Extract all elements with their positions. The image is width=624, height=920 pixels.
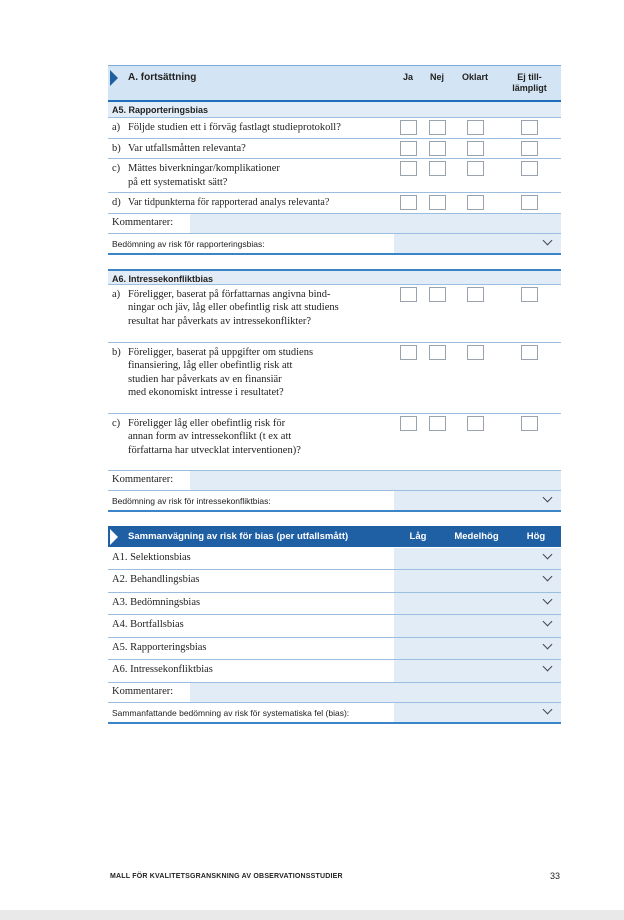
assessment-label: Bedömning av risk för intressekonfliktbias: [108, 491, 394, 510]
question-letter: d) [112, 197, 121, 208]
summary-select-a3[interactable] [394, 593, 561, 615]
summary-select-a2[interactable] [394, 570, 561, 592]
chevron-down-icon [543, 617, 553, 627]
summary-row-label: A3. Bedömningsbias [108, 593, 394, 615]
question-row-a5d [108, 193, 561, 214]
summary-row-a4 [108, 615, 561, 638]
chevron-down-icon [543, 235, 553, 245]
summary-select-a4[interactable] [394, 615, 561, 637]
summary-row-label: A4. Bortfallsbias [108, 615, 394, 637]
comment-row-a5 [108, 214, 561, 234]
section-header-title [108, 66, 394, 100]
checkbox-nej[interactable] [429, 416, 446, 431]
option-header-nej: Nej [429, 72, 444, 82]
comment-label: Kommentarer: [108, 471, 190, 490]
comment-field-a5[interactable] [190, 214, 561, 233]
question-row-a5a [108, 118, 561, 139]
comment-row-summary [108, 683, 561, 703]
question-letter: a) [112, 122, 121, 133]
question-letter: b) [112, 346, 121, 358]
question-text: Var utfallsmåtten relevanta? [128, 142, 246, 154]
summary-row-a3 [108, 593, 561, 616]
question-row-a6c [108, 414, 561, 471]
checkbox-ja[interactable] [400, 141, 417, 156]
checkbox-ja[interactable] [400, 416, 417, 431]
checkbox-ja[interactable] [400, 195, 417, 210]
spacer [108, 512, 561, 526]
triangle-right-icon [110, 529, 118, 545]
checkbox-ej-tillampligt[interactable] [521, 161, 538, 176]
comment-label: Kommentarer: [108, 214, 190, 233]
summary-header-title [108, 526, 394, 547]
option-header-medelhog: Medelhög [454, 530, 499, 542]
assessment-label: Bedömning av risk för rapporteringsbias: [108, 234, 394, 253]
checkbox-ja[interactable] [400, 345, 417, 360]
question-text: Mättes biverkningar/komplikationer på ett systematiskt sätt? [128, 163, 280, 188]
checkbox-oklart[interactable] [467, 141, 484, 156]
summary-row-a5 [108, 638, 561, 661]
assessment-select-a6[interactable] [394, 491, 561, 510]
checkbox-ej-tillampligt[interactable] [521, 287, 538, 302]
checkbox-nej[interactable] [429, 120, 446, 135]
question-text: Var tidpunkterna för rapporterad analys relevanta? [128, 197, 330, 208]
question-row-a5c [108, 159, 561, 193]
checkbox-ej-tillampligt[interactable] [521, 195, 538, 210]
checkbox-ja[interactable] [400, 120, 417, 135]
question-row-a6a [108, 285, 561, 343]
checkbox-oklart[interactable] [467, 416, 484, 431]
assessment-row-a6 [108, 491, 561, 512]
checkbox-ej-tillampligt[interactable] [521, 120, 538, 135]
question-text: Föreligger, baserat på författarnas angivna bind- ningar och jäv, låg eller obefintlig risk att studiens resultat har påverkats av intressekonflikter? [128, 288, 339, 327]
comment-label: Kommentarer: [108, 683, 190, 702]
comment-field-a6[interactable] [190, 471, 561, 490]
checkbox-ja[interactable] [400, 287, 417, 302]
form-sheet [108, 65, 561, 724]
checkbox-nej[interactable] [429, 195, 446, 210]
subsection-title-a5: A5. Rapporteringsbias [108, 102, 561, 118]
section-header-a [108, 65, 561, 102]
question-letter: c) [112, 417, 121, 429]
question-row-a5b [108, 139, 561, 160]
question-text: Föreligger låg eller obefintlig risk för annan form av intressekonflikt (t ex att författarna har utvecklat interventionen)? [128, 417, 301, 456]
checkbox-oklart[interactable] [467, 195, 484, 210]
footer-title: MALL FÖR KVALITETSGRANSKNING AV OBSERVATIONSSTUDIER [110, 873, 343, 880]
chevron-down-icon [543, 704, 553, 714]
question-letter: b) [112, 142, 121, 154]
checkbox-oklart[interactable] [467, 287, 484, 302]
question-letter: a) [112, 288, 121, 300]
subsection-title-a6: A6. Intressekonfliktbias [108, 269, 561, 285]
checkbox-nej[interactable] [429, 161, 446, 176]
chevron-down-icon [543, 492, 553, 502]
final-assessment-label: Sammanfattande bedömning av risk för systematiska fel (bias): [108, 703, 394, 722]
chevron-down-icon [543, 572, 553, 582]
checkbox-ja[interactable] [400, 161, 417, 176]
assessment-select-a5[interactable] [394, 234, 561, 253]
spacer [108, 255, 561, 269]
assessment-row-a5 [108, 234, 561, 255]
summary-row-label: A5. Rapporteringsbias [108, 638, 394, 660]
summary-row-label: A1. Selektionsbias [108, 548, 394, 570]
summary-row-a6 [108, 660, 561, 683]
section-a-title: A. fortsättning [128, 72, 197, 83]
chevron-down-icon [543, 662, 553, 672]
summary-select-a6[interactable] [394, 660, 561, 682]
chevron-down-icon [543, 594, 553, 604]
final-assessment-select[interactable] [394, 703, 561, 722]
summary-title: Sammanvägning av risk för bias (per utfallsmått) [128, 530, 349, 542]
checkbox-oklart[interactable] [467, 345, 484, 360]
comment-row-a6 [108, 471, 561, 491]
page-number: 33 [550, 871, 561, 881]
comment-field-summary[interactable] [190, 683, 561, 702]
summary-select-a1[interactable] [394, 548, 561, 570]
option-header-ej-tillampligt: Ej till- lämpligt [512, 72, 547, 93]
summary-row-a2 [108, 570, 561, 593]
final-assessment-row [108, 703, 561, 724]
triangle-right-icon [110, 70, 118, 86]
question-letter: c) [112, 163, 121, 174]
option-header-ja: Ja [402, 72, 413, 82]
checkbox-nej[interactable] [429, 287, 446, 302]
checkbox-oklart[interactable] [467, 120, 484, 135]
chevron-down-icon [543, 549, 553, 559]
option-header-hog: Hög [526, 530, 546, 542]
summary-row-label: A6. Intressekonfliktbias [108, 660, 394, 682]
checkbox-ej-tillampligt[interactable] [521, 416, 538, 431]
option-header-lag: Låg [409, 530, 427, 542]
summary-select-a5[interactable] [394, 638, 561, 660]
summary-header [108, 526, 561, 548]
question-text: Föreligger, baserat på uppgifter om studiens finansiering, låg eller obefintlig risk att studien har påverkats av en finansiär med ekonomiskt intresse i resultatet? [128, 346, 314, 398]
checkbox-nej[interactable] [429, 141, 446, 156]
option-header-oklart: Oklart [461, 72, 488, 82]
checkbox-nej[interactable] [429, 345, 446, 360]
summary-row-label: A2. Behandlingsbias [108, 570, 394, 592]
question-row-a6b [108, 343, 561, 414]
checkbox-ej-tillampligt[interactable] [521, 345, 538, 360]
chevron-down-icon [543, 639, 553, 649]
summary-row-a1 [108, 548, 561, 571]
checkbox-ej-tillampligt[interactable] [521, 141, 538, 156]
checkbox-oklart[interactable] [467, 161, 484, 176]
question-text: Följde studien ett i förväg fastlagt studieprotokoll? [128, 122, 341, 133]
